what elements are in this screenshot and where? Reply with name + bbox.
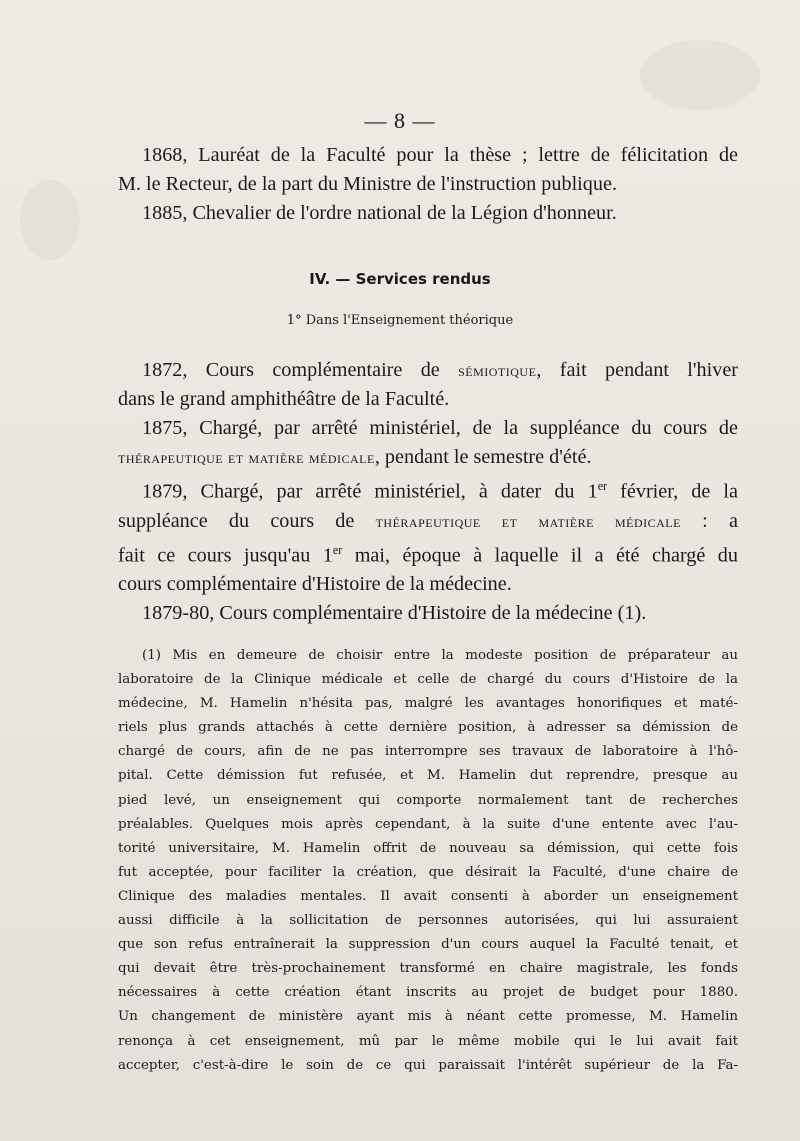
footnote-line: accepter, c'est-à-dire le soin de ce qui paraissait l'intérêt supérieur de la Fa-: [118, 1057, 738, 1073]
footnote-line: pital. Cette démission fut refusée, et M. Hamelin dut reprendre, presque au: [118, 768, 738, 784]
services-line: 1879, Chargé, par arrêté ministériel, à dater du 1er février, de la: [142, 479, 738, 503]
subsection-title: 1° Dans l'Enseignement théorique: [286, 313, 514, 328]
page-number: — 8 —: [364, 108, 436, 133]
honors-line: 1885, Chevalier de l'ordre national de la Légion d'honneur.: [142, 202, 617, 224]
services-line: cours complémentaire d'Histoire de la médecine.: [118, 573, 512, 596]
services-line: 1872, Cours complémentaire de sémiotique, fait pendant l'hiver: [142, 359, 739, 381]
services-line: suppléance du cours de thérapeutique et matière médicale : a: [118, 509, 738, 532]
footnote: [118, 644, 738, 1078]
footnote-line: renonça à cet enseignement, mû par le même mobile qui le lui avait fait: [118, 1033, 738, 1049]
footnote-line: médecine, M. Hamelin n'hésita pas, malgré les avantages honorifiques et maté-: [118, 696, 738, 712]
footnote-line: Un changement de ministère ayant mis à néant cette promesse, M. Hamelin: [118, 1009, 738, 1025]
services-paragraphs: [118, 356, 738, 628]
footnote-line: riels plus grands attachés à cette dernière position, à adresser sa démission de: [118, 720, 738, 736]
footnote-line: chargé de cours, afin de ne pas interrompre ses travaux de laboratoire à l'hô-: [118, 744, 738, 760]
footnote-line: préalables. Quelques mois après cependant, à la suite d'une entente avec l'au-: [118, 816, 738, 832]
footnote-line: Clinique des maladies mentales. Il avait consenti à aborder un enseignement: [118, 888, 738, 904]
footnote-line: laboratoire de la Clinique médicale et celle de chargé du cours d'Histoire de la: [118, 672, 738, 688]
services-line: dans le grand amphithéâtre de la Faculté.: [118, 388, 450, 410]
footnote-line: que son refus entraînerait la suppression d'un cours auquel la Faculté tenait, et: [118, 937, 738, 953]
services-line: thérapeutique et matière médicale, pendant le semestre d'été.: [118, 446, 592, 468]
section-title: IV. — Services rendus: [309, 270, 491, 288]
services-line: fait ce cours jusqu'au 1er mai, époque à laquelle il a été chargé du: [118, 542, 738, 567]
paper-stain: [20, 180, 80, 260]
services-line: 1879-80, Cours complémentaire d'Histoire de la médecine (1).: [142, 602, 647, 625]
footnote-line: torité universitaire, M. Hamelin offrit de nouveau sa démission, qui cette fois: [118, 840, 738, 856]
footnote-line: aussi difficile à la sollicitation de personnes autorisées, qui lui assuraient: [118, 913, 738, 929]
honors-line: M. le Recteur, de la part du Ministre de l'instruction publique.: [118, 173, 617, 195]
footnote-line: pied levé, un enseignement qui comporte normalement tant de recherches: [118, 792, 738, 808]
footnote-line: (1) Mis en demeure de choisir entre la modeste position de préparateur au: [142, 648, 738, 663]
footnote-line: qui devait être très-prochainement transformé en chaire magistrale, les fonds: [118, 961, 738, 977]
footnote-line: nécessaires à cette création étant inscrits au projet de budget pour 1880.: [118, 985, 738, 1001]
honors-paragraphs: [118, 141, 738, 228]
footnote-line: fut acceptée, pour faciliter la création, que désirait la Faculté, d'une chaire de: [118, 864, 738, 880]
honors-line: 1868, Lauréat de la Faculté pour la thèse ; lettre de félicitation de: [142, 144, 738, 166]
paper-stain: [640, 40, 760, 110]
services-line: 1875, Chargé, par arrêté ministériel, de la suppléance du cours de: [142, 417, 738, 439]
